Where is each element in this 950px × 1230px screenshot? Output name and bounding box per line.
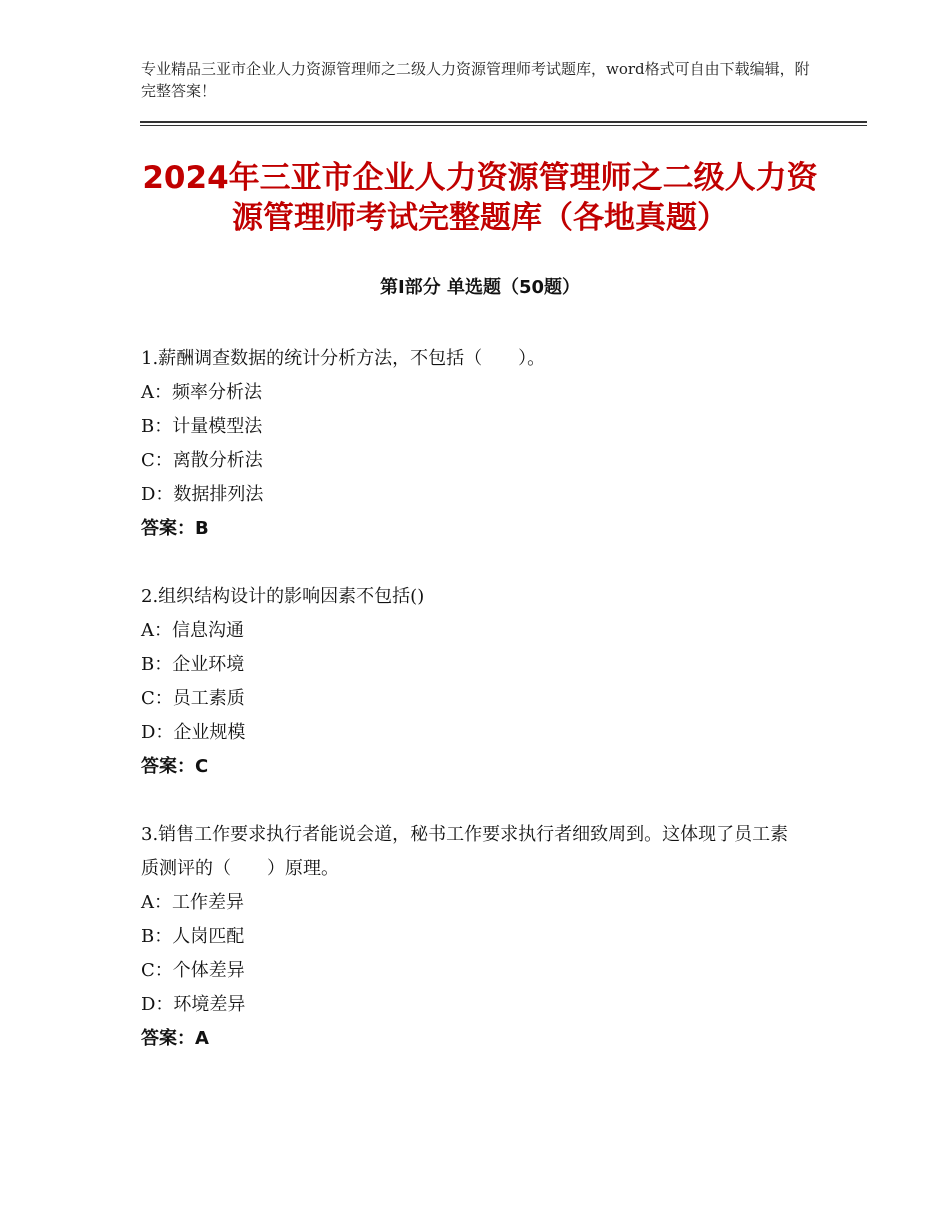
option-b: B：企业环境: [141, 654, 245, 675]
section-heading: 第Ⅰ部分 单选题（50题）: [379, 277, 580, 298]
question-block: [141, 580, 801, 784]
header-rule-thin: [140, 125, 867, 126]
option-a: A：信息沟通: [141, 620, 244, 641]
question-stem: 3.销售工作要求执行者能说会道，秘书工作要求执行者细致周到。这体现了员工素质测评的（ ）原理。: [141, 824, 789, 879]
header-rule: [140, 121, 867, 123]
option-a: A：工作差异: [141, 892, 244, 913]
option-b: B：计量模型法: [141, 416, 263, 437]
header-note: 专业精品三亚市企业人力资源管理师之二级人力资源管理师考试题库，word格式可自由下载编辑，附完整答案！: [141, 60, 810, 100]
question-stem: 1.薪酬调查数据的统计分析方法，不包括（ ）。: [141, 348, 546, 369]
question-block: [141, 818, 801, 1056]
question-stem: 2.组织结构设计的影响因素不包括(): [141, 586, 425, 607]
option-d: D：数据排列法: [141, 484, 264, 505]
option-c: C：员工素质: [141, 688, 245, 709]
option-d: D：企业规模: [141, 722, 246, 743]
option-d: D：环境差异: [141, 994, 246, 1015]
option-b: B：人岗匹配: [141, 926, 245, 947]
answer: 答案：B: [141, 518, 209, 539]
option-a: A：频率分析法: [141, 382, 262, 403]
option-c: C：个体差异: [141, 960, 245, 981]
document-title: 2024年三亚市企业人力资源管理师之二级人力资源管理师考试完整题库（各地真题）: [142, 160, 818, 236]
question-block: [141, 342, 801, 546]
answer: 答案：C: [141, 756, 209, 777]
answer: 答案：A: [141, 1028, 209, 1049]
option-c: C：离散分析法: [141, 450, 263, 471]
